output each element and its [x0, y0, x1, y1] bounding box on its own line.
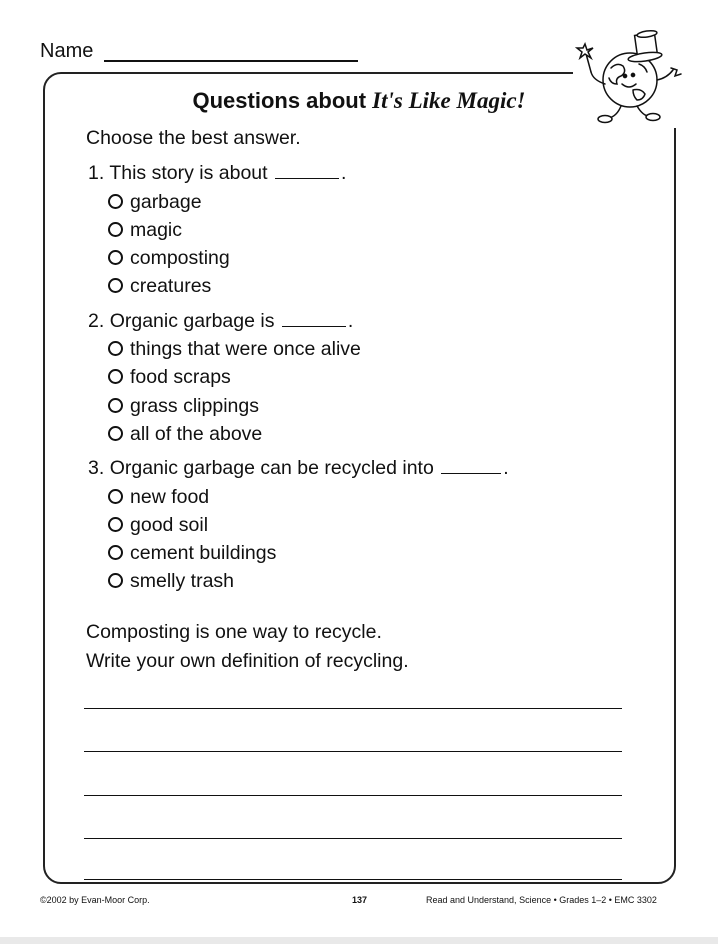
question-1-stem: 1. This story is about .: [88, 162, 347, 184]
question-3-option[interactable]: good soil: [108, 514, 208, 537]
footer-copyright: ©2002 by Evan-Moor Corp.: [40, 895, 150, 905]
question-3-option[interactable]: new food: [108, 486, 209, 509]
radio-bubble-icon[interactable]: [108, 222, 123, 237]
radio-bubble-icon[interactable]: [108, 341, 123, 356]
radio-bubble-icon[interactable]: [108, 517, 123, 532]
page-title: Questions about It's Like Magic!: [192, 88, 526, 113]
radio-bubble-icon[interactable]: [108, 278, 123, 293]
writing-line[interactable]: [84, 708, 622, 709]
question-2-option[interactable]: all of the above: [108, 423, 262, 446]
writing-prompt-line-1: Composting is one way to recycle.: [86, 621, 382, 643]
writing-line[interactable]: [84, 751, 622, 752]
question-2-stem: 2. Organic garbage is .: [88, 310, 354, 332]
radio-bubble-icon[interactable]: [108, 398, 123, 413]
question-2-option[interactable]: food scraps: [108, 366, 231, 389]
answer-blank: [275, 178, 339, 179]
answer-blank: [441, 473, 501, 474]
question-1-option[interactable]: garbage: [108, 191, 202, 214]
radio-bubble-icon[interactable]: [108, 489, 123, 504]
radio-bubble-icon[interactable]: [108, 194, 123, 209]
question-1-option[interactable]: creatures: [108, 275, 211, 298]
question-3-stem: 3. Organic garbage can be recycled into .: [88, 457, 509, 479]
question-2-option[interactable]: things that were once alive: [108, 338, 361, 361]
footer-book-info: Read and Understand, Science • Grades 1–2 • EMC 3302: [426, 895, 657, 905]
footer-page-number: 137: [352, 895, 368, 905]
radio-bubble-icon[interactable]: [108, 545, 123, 560]
writing-line[interactable]: [84, 795, 622, 796]
radio-bubble-icon[interactable]: [108, 573, 123, 588]
question-3-option[interactable]: smelly trash: [108, 570, 234, 593]
writing-prompt-line-2: Write your own definition of recycling.: [86, 650, 409, 672]
question-3-option[interactable]: cement buildings: [108, 542, 276, 565]
answer-blank: [282, 326, 346, 327]
writing-line[interactable]: [84, 879, 622, 880]
radio-bubble-icon[interactable]: [108, 250, 123, 265]
instructions: Choose the best answer.: [86, 127, 301, 149]
radio-bubble-icon[interactable]: [108, 369, 123, 384]
name-label: Name: [40, 40, 94, 62]
name-input-line[interactable]: [104, 60, 358, 62]
radio-bubble-icon[interactable]: [108, 426, 123, 441]
question-2-option[interactable]: grass clippings: [108, 395, 259, 418]
question-1-option[interactable]: magic: [108, 219, 182, 242]
question-1-option[interactable]: composting: [108, 247, 230, 270]
writing-line[interactable]: [84, 838, 622, 839]
